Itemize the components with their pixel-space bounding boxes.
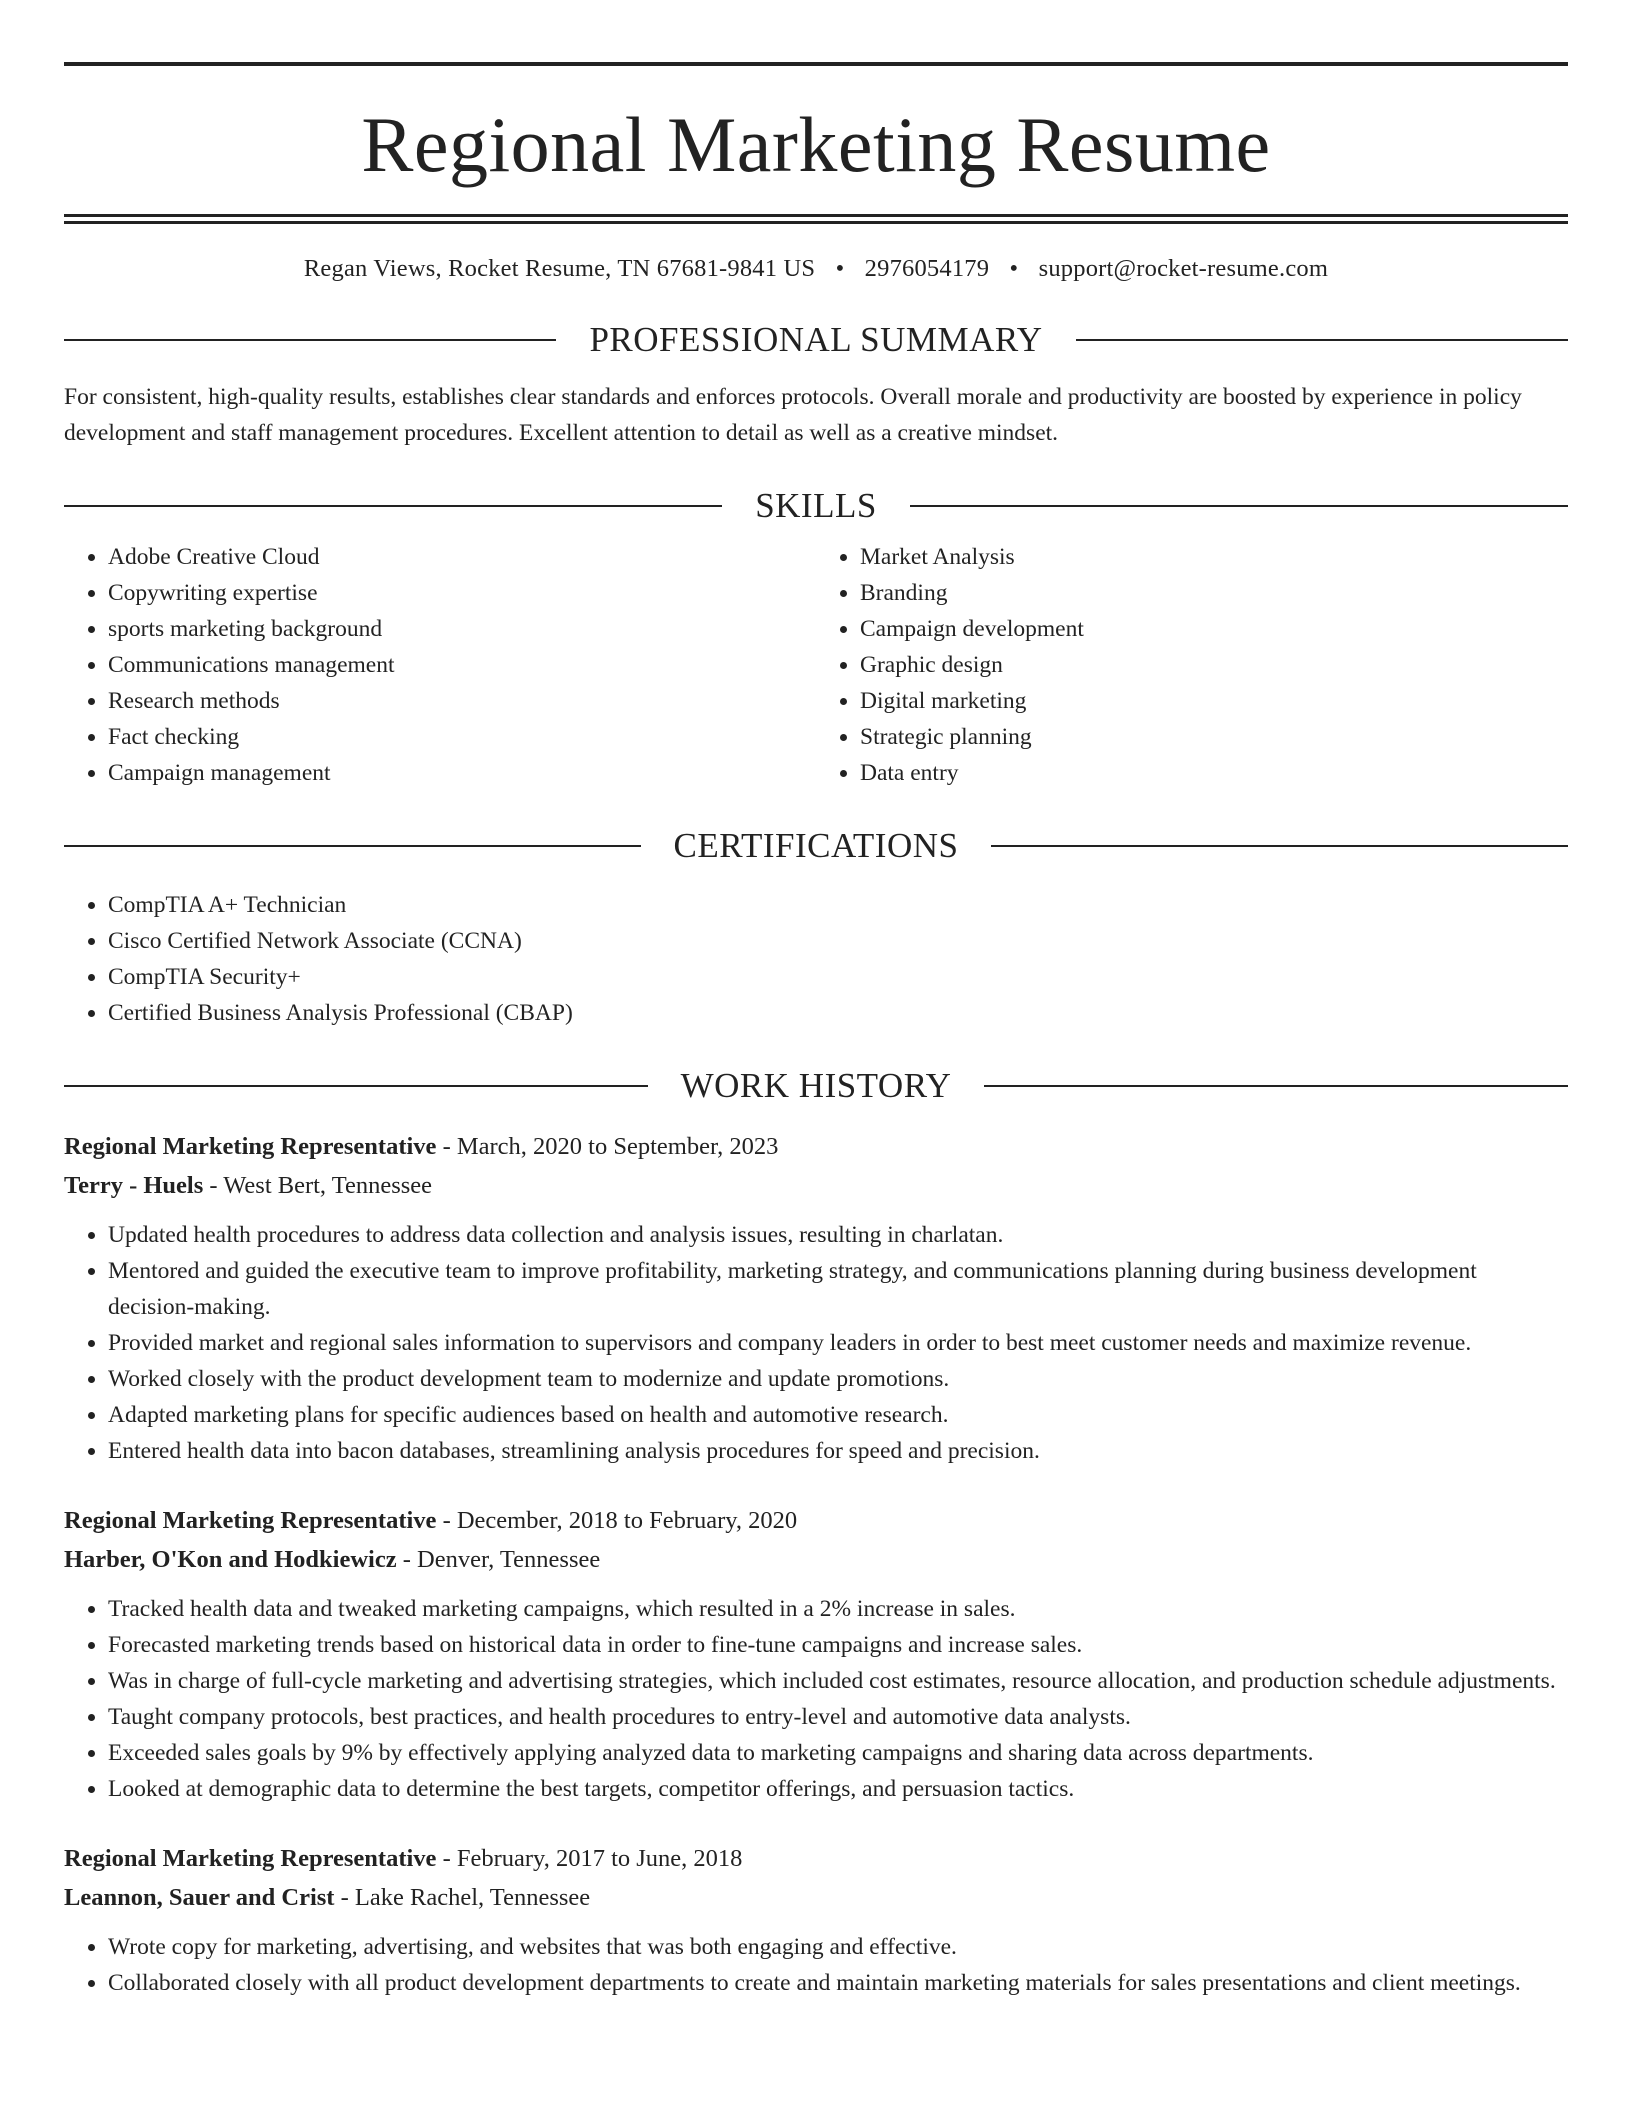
- job-dates: - December, 2018 to February, 2020: [436, 1506, 798, 1534]
- job-entry: [64, 1839, 1568, 2001]
- title-double-rule: [64, 214, 1568, 217]
- skill-item: • Market Analysis: [860, 539, 1568, 575]
- skills-grid: [64, 539, 1568, 791]
- section-rule: [910, 505, 1568, 507]
- skill-item: • Fact checking: [108, 719, 816, 755]
- job-company: Terry - Huels: [64, 1171, 204, 1199]
- section-header-summary: [64, 319, 1568, 361]
- section-title: WORK HISTORY: [680, 1065, 952, 1105]
- skill-item: • Digital marketing: [860, 683, 1568, 719]
- skill-item: • Campaign management: [108, 755, 816, 791]
- skill-item: • Branding: [860, 575, 1568, 611]
- job-bullets: [64, 1929, 1568, 2001]
- job-bullet: • Provided market and regional sales information to supervisors and company leaders in order to best meet customer needs and maximize revenue.: [108, 1325, 1568, 1361]
- certification-item: • Certified Business Analysis Professional (CBAP): [108, 995, 1568, 1031]
- skill-item: • Data entry: [860, 755, 1568, 791]
- job-title: Regional Marketing Representative: [64, 1506, 437, 1534]
- contact-line: [64, 253, 1568, 285]
- skill-item: • Graphic design: [860, 647, 1568, 683]
- job-bullet: • Collaborated closely with all product development departments to create and maintain marketing materials for sales presentations and client meetings.: [108, 1965, 1568, 2001]
- job-location: - Lake Rachel, Tennessee: [334, 1883, 591, 1911]
- job-bullet: • Exceeded sales goals by 9% by effectively applying analyzed data to marketing campaigns and sharing data across departments.: [108, 1735, 1568, 1771]
- job-bullet: • Wrote copy for marketing, advertising, and websites that was both engaging and effective.: [108, 1929, 1568, 1965]
- job-bullet: • Worked closely with the product development team to modernize and update promotions.: [108, 1361, 1568, 1397]
- section-header-skills: [64, 485, 1568, 527]
- job-dates: - February, 2017 to June, 2018: [436, 1844, 743, 1872]
- certification-item: • CompTIA A+ Technician: [108, 887, 1568, 923]
- section-rule: [64, 339, 556, 341]
- section-rule: [991, 845, 1568, 847]
- job-title-line: [64, 1501, 1568, 1540]
- job-company-line: [64, 1878, 1568, 1917]
- resume-title: Regional Marketing Resume: [361, 101, 1271, 188]
- skill-item: • Research methods: [108, 683, 816, 719]
- job-bullets: [64, 1591, 1568, 1807]
- section-header-work: [64, 1065, 1568, 1107]
- skill-item: • sports marketing background: [108, 611, 816, 647]
- section-title: SKILLS: [755, 485, 877, 525]
- section-header-certifications: [64, 825, 1568, 867]
- certifications-list: [64, 887, 1568, 1031]
- job-bullet: • Adapted marketing plans for specific audiences based on health and automotive research.: [108, 1397, 1568, 1433]
- contact-phone: 2976054179: [864, 255, 990, 282]
- job-bullet: • Looked at demographic data to determine the best targets, competitor offerings, and persuasion tactics.: [108, 1771, 1568, 1807]
- skill-item: • Strategic planning: [860, 719, 1568, 755]
- top-rule: [64, 62, 1568, 66]
- section-rule: [64, 845, 641, 847]
- job-bullet: • Was in charge of full-cycle marketing and advertising strategies, which included cost estimates, resource allocation, and production schedule adjustments.: [108, 1663, 1568, 1699]
- job-title: Regional Marketing Representative: [64, 1132, 437, 1160]
- skill-item: • Copywriting expertise: [108, 575, 816, 611]
- section-rule: [984, 1085, 1568, 1087]
- skills-list-right: [816, 539, 1568, 791]
- section-rule: [64, 505, 722, 507]
- contact-address: Regan Views, Rocket Resume, TN 67681-9841 US: [303, 255, 816, 282]
- job-company-line: [64, 1540, 1568, 1579]
- job-title-line: [64, 1127, 1568, 1166]
- certification-item: • Cisco Certified Network Associate (CCNA): [108, 923, 1568, 959]
- contact-separator: •: [835, 255, 845, 282]
- resume-page: [64, 62, 1568, 2001]
- contact-separator: •: [1009, 255, 1019, 282]
- job-location: - West Bert, Tennessee: [203, 1171, 433, 1199]
- job-bullets: [64, 1217, 1568, 1469]
- job-entry: [64, 1501, 1568, 1807]
- skill-item: • Campaign development: [860, 611, 1568, 647]
- job-title-line: [64, 1839, 1568, 1878]
- skills-list-left: [64, 539, 816, 791]
- job-dates: - March, 2020 to September, 2023: [436, 1132, 779, 1160]
- job-title: Regional Marketing Representative: [64, 1844, 437, 1872]
- job-company-line: [64, 1166, 1568, 1205]
- job-bullet: • Taught company protocols, best practices, and health procedures to entry-level and automotive data analysts.: [108, 1699, 1568, 1735]
- summary-text: For consistent, high-quality results, establishes clear standards and enforces protocols. Overall morale and productivity are boosted by experience in policy development and staff management procedures. Excellent attention to detail as well as a creative mindset.: [64, 383, 1522, 446]
- skill-item: • Communications management: [108, 647, 816, 683]
- job-bullet: • Entered health data into bacon databases, streamlining analysis procedures for speed and precision.: [108, 1433, 1568, 1469]
- skill-item: • Adobe Creative Cloud: [108, 539, 816, 575]
- job-bullet: • Updated health procedures to address data collection and analysis issues, resulting in charlatan.: [108, 1217, 1568, 1253]
- section-rule: [64, 1085, 648, 1087]
- contact-email: support@rocket-resume.com: [1038, 255, 1329, 282]
- section-title: CERTIFICATIONS: [673, 825, 959, 865]
- job-company: Leannon, Sauer and Crist: [64, 1883, 335, 1911]
- certification-item: • CompTIA Security+: [108, 959, 1568, 995]
- job-bullet: • Tracked health data and tweaked marketing campaigns, which resulted in a 2% increase in sales.: [108, 1591, 1568, 1627]
- job-bullet: • Mentored and guided the executive team to improve profitability, marketing strategy, and communications planning during business development decision-making.: [108, 1253, 1568, 1325]
- section-rule: [1076, 339, 1568, 341]
- job-entry: [64, 1127, 1568, 1469]
- section-title: PROFESSIONAL SUMMARY: [589, 319, 1043, 359]
- job-company: Harber, O'Kon and Hodkiewicz: [64, 1545, 397, 1573]
- job-bullet: • Forecasted marketing trends based on historical data in order to fine-tune campaigns and increase sales.: [108, 1627, 1568, 1663]
- job-location: - Denver, Tennessee: [396, 1545, 601, 1573]
